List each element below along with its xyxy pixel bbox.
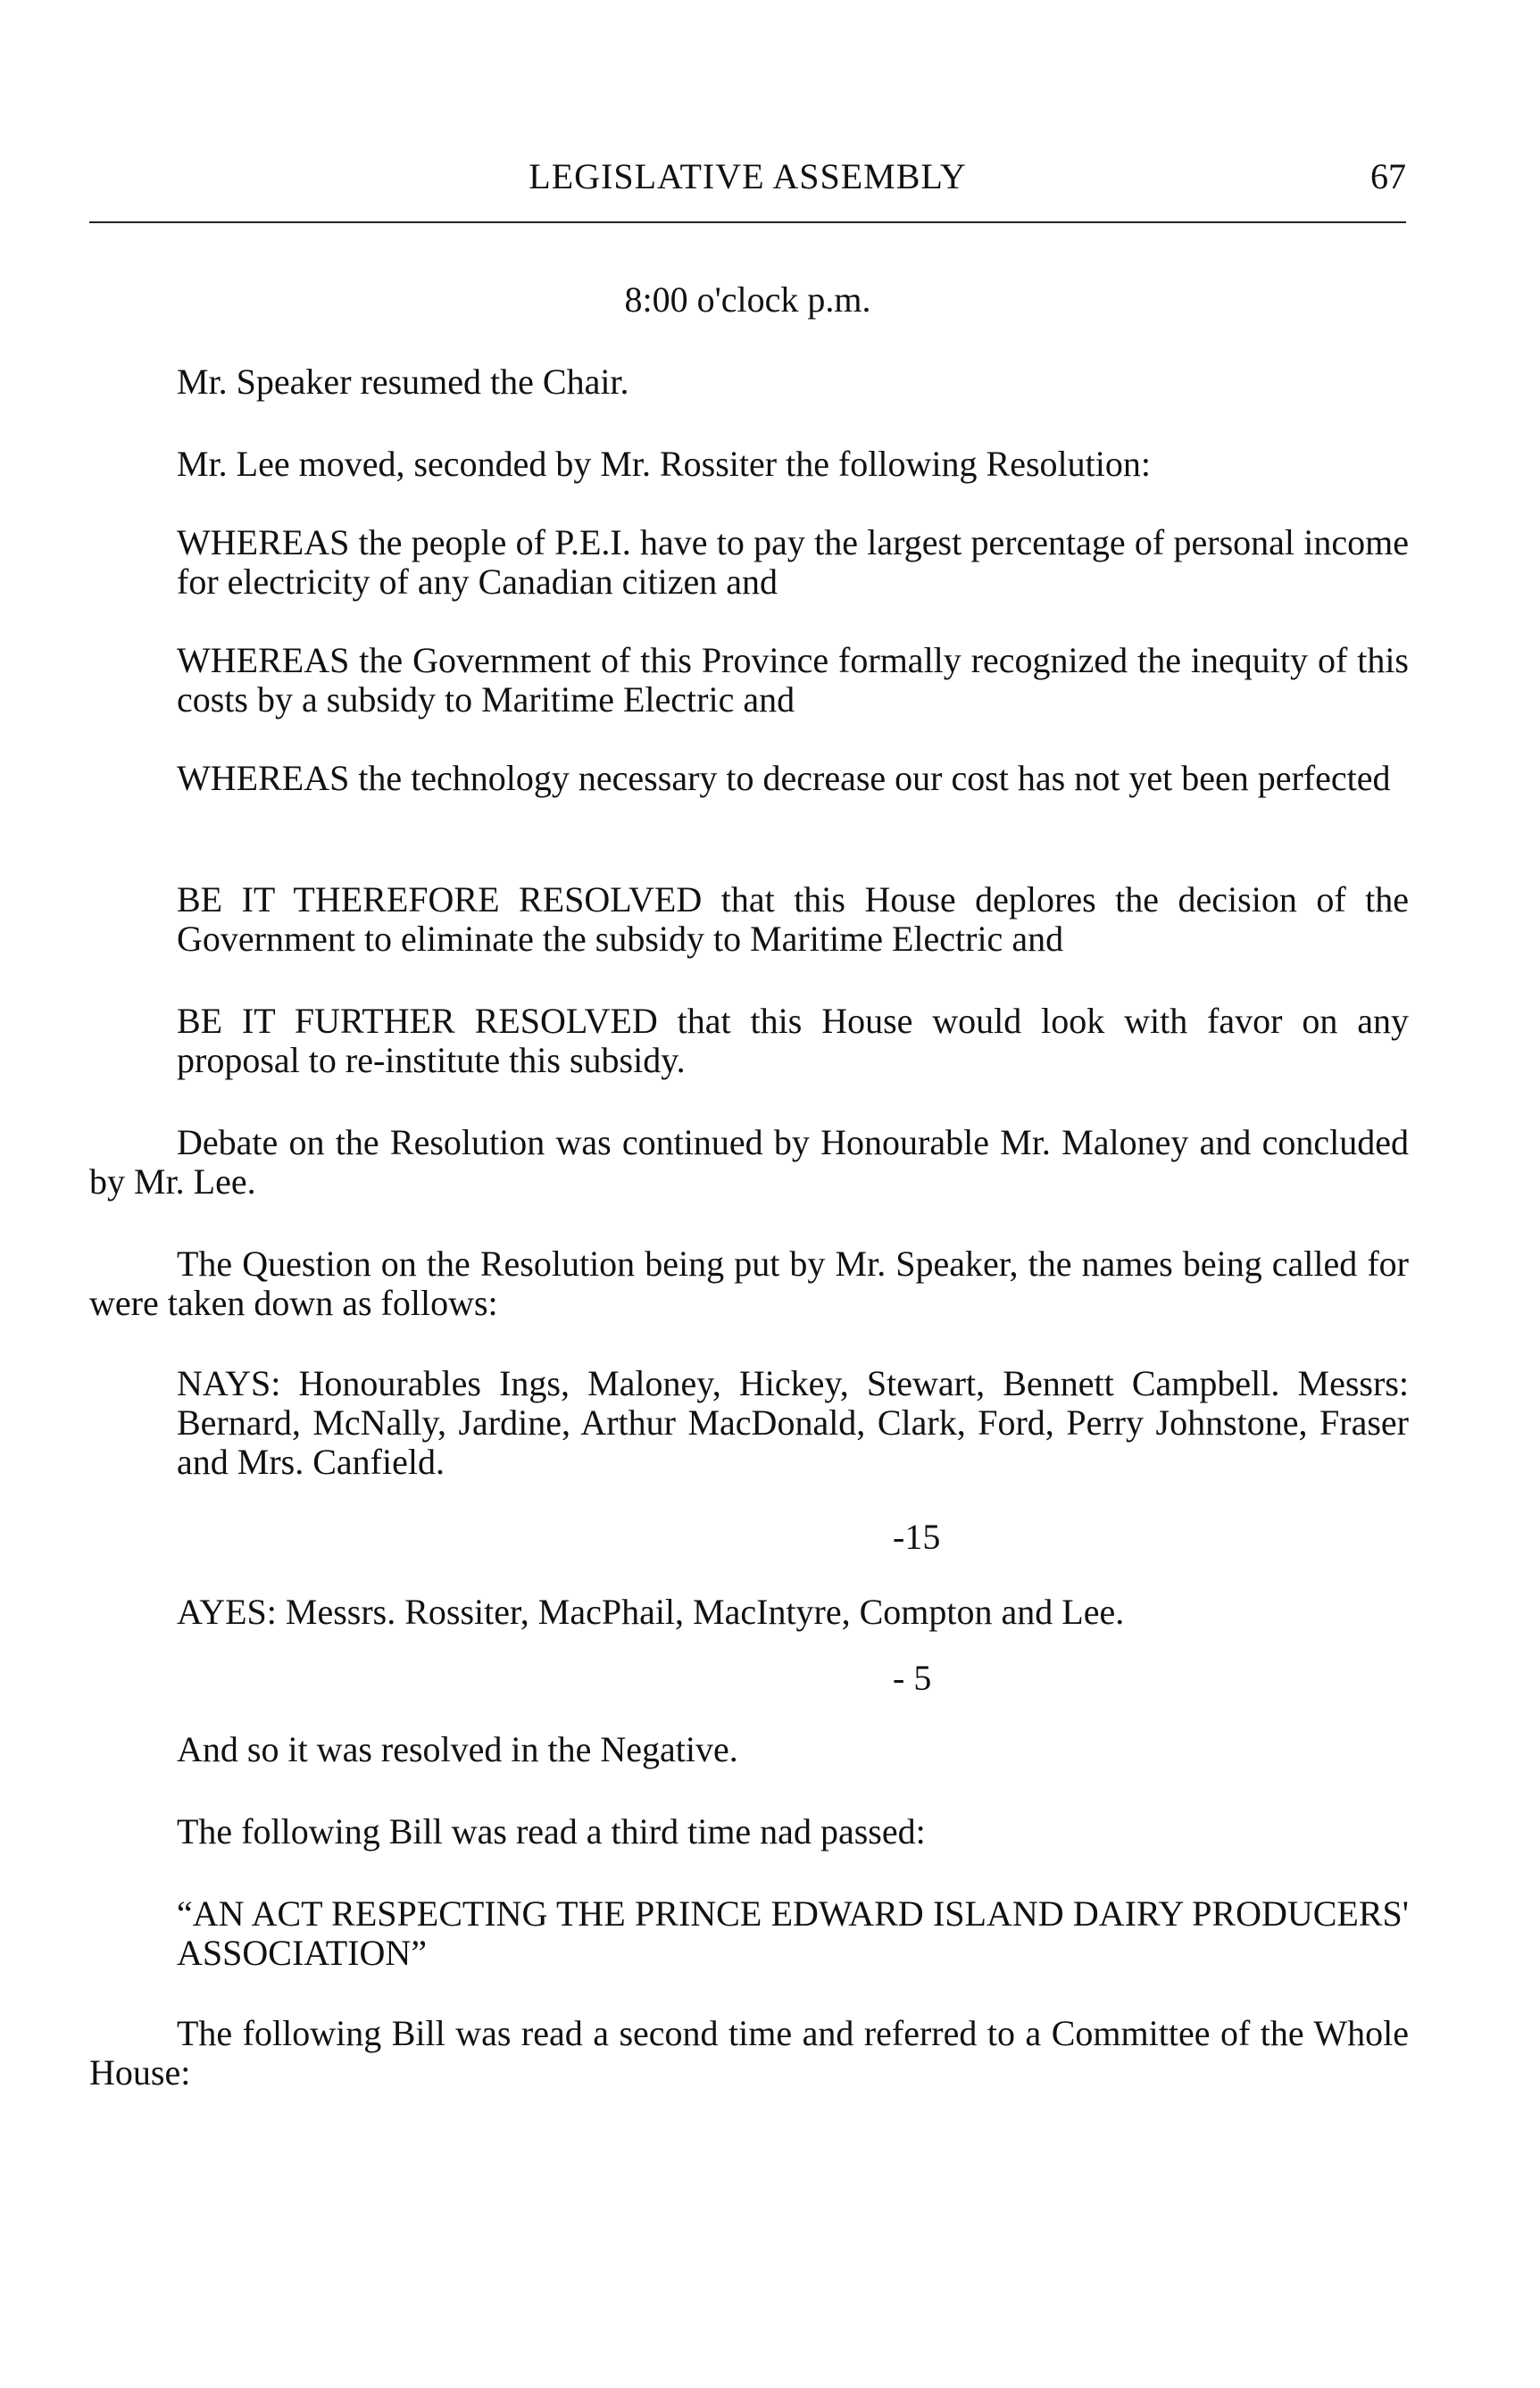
third-reading-paragraph: The following Bill was read a third time nad passed: bbox=[177, 1811, 926, 1851]
nays-count: -15 bbox=[893, 1517, 941, 1557]
debate-paragraph: Debate on the Resolution was continued by Honourable Mr. Maloney and concluded by Mr. Lee. bbox=[89, 1122, 1409, 1202]
question-paragraph: The Question on the Resolution being put by Mr. Speaker, the names being called for were taken down as follows: bbox=[89, 1244, 1409, 1323]
resolved-paragraph-2: BE IT FURTHER RESOLVED that this House would look with favor on any proposal to re-institute this subsidy. bbox=[177, 1001, 1409, 1080]
session-time: 8:00 o'clock p.m. bbox=[624, 279, 871, 320]
page-number: 67 bbox=[1370, 156, 1406, 196]
running-title: LEGISLATIVE ASSEMBLY bbox=[529, 156, 967, 196]
speaker-paragraph: Mr. Speaker resumed the Chair. bbox=[177, 362, 629, 402]
second-reading-paragraph: The following Bill was read a second time and referred to a Committee of the Whole House: bbox=[89, 2013, 1409, 2093]
whereas-paragraph-3: WHEREAS the technology necessary to decrease our cost has not yet been perfected bbox=[177, 758, 1391, 798]
resolved-paragraph-1: BE IT THEREFORE RESOLVED that this House deplores the decision of the Government to eliminate the subsidy to Maritime Electric and bbox=[177, 879, 1409, 959]
page-header bbox=[89, 157, 1406, 211]
ayes-count: - 5 bbox=[893, 1658, 932, 1698]
whereas-paragraph-1: WHEREAS the people of P.E.I. have to pay the largest percentage of personal income for electricity of any Canadian citizen and bbox=[177, 522, 1409, 602]
header-rule bbox=[89, 221, 1406, 223]
ayes-list: AYES: Messrs. Rossiter, MacPhail, MacIntyre, Compton and Lee. bbox=[177, 1592, 1125, 1632]
nays-list: NAYS: Honourables Ings, Maloney, Hickey, Stewart, Bennett Campbell. Messrs: Bernard, McNally, Jardine, Arthur MacDonald, Clark, Ford, Perry Johnstone, Fraser and Mrs. Canfield. bbox=[177, 1363, 1409, 1482]
negative-paragraph: And so it was resolved in the Negative. bbox=[177, 1729, 738, 1769]
whereas-paragraph-2: WHEREAS the Government of this Province formally recognized the inequity of this costs by a subsidy to Maritime Electric and bbox=[177, 640, 1409, 720]
bill-title: “AN ACT RESPECTING THE PRINCE EDWARD ISLAND DAIRY PRODUCERS' ASSOCIATION” bbox=[177, 1893, 1409, 1973]
motion-paragraph: Mr. Lee moved, seconded by Mr. Rossiter the following Resolution: bbox=[177, 444, 1151, 484]
